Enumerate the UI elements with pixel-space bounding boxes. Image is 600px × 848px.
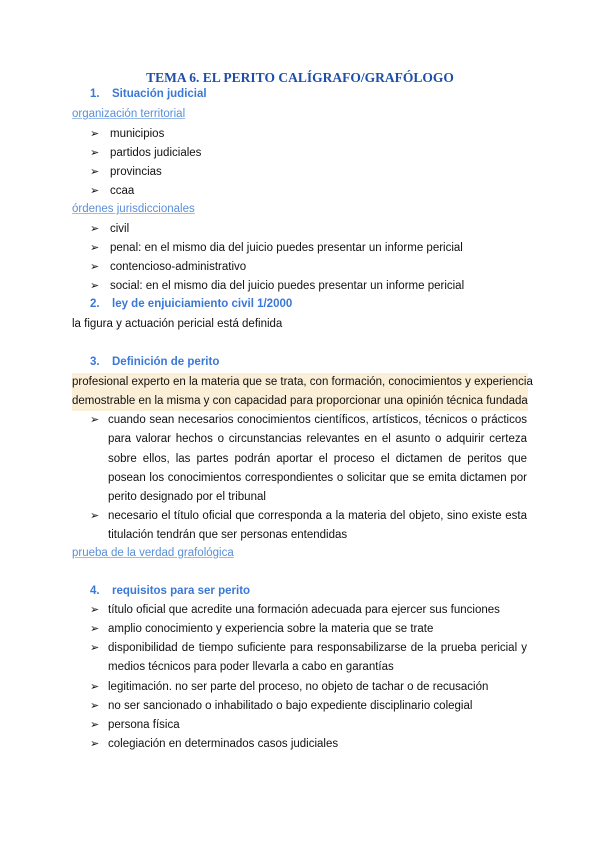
arrow-bullet-icon: ➢	[90, 642, 100, 654]
list-item-text: social: en el mismo dia del juicio puedes presentar un informe pericial	[110, 280, 465, 292]
list-item-text: cuando sean necesarios conocimientos científicos, artísticos, técnicos o prácticos para valorar hechos o circunstancias relevantes en el asunto o adquirir certeza sobre ellos, las partes podrán aportar el proceso el dictamen de peritos que posean los conocimientos correspondientes o solicitar que se emita dictamen por perito designado por el tribunal	[108, 414, 527, 504]
section-number: 4.	[90, 585, 100, 597]
section-4-heading	[90, 585, 250, 597]
list-item-text: ccaa	[110, 185, 135, 197]
section-title: Situación judicial	[112, 88, 207, 100]
list-item	[90, 165, 162, 178]
link-prueba-verdad-grafologica[interactable]: prueba de la verdad grafológica	[72, 547, 234, 559]
list-item-text: municipios	[110, 128, 165, 140]
section-1-heading	[90, 88, 207, 100]
arrow-bullet-icon: ➢	[90, 700, 100, 712]
list-item	[90, 735, 527, 754]
arrow-bullet-icon: ➢	[90, 261, 100, 273]
list-item	[90, 279, 464, 292]
list-item-text: partidos judiciales	[110, 147, 202, 159]
arrow-bullet-icon: ➢	[90, 719, 100, 731]
arrow-bullet-icon: ➢	[90, 604, 100, 616]
link-ordenes-jurisdiccionales[interactable]: órdenes jurisdiccionales	[72, 203, 195, 215]
list-item-text: no ser sancionado o inhabilitado o bajo expediente disciplinario colegial	[108, 700, 473, 712]
arrow-bullet-icon: ➢	[90, 623, 100, 635]
section-2-heading	[90, 298, 292, 310]
list-item	[90, 620, 527, 639]
page-title: TEMA 6. EL PERITO CALÍGRAFO/GRAFÓLOGO	[146, 70, 454, 85]
list-item-text: necesario el título oficial que corresponda a la materia del objeto, sino existe esta titulación tendrán que ser personas entendidas	[108, 510, 527, 542]
list-item	[90, 241, 463, 254]
list-item	[90, 184, 134, 197]
section-title: Definición de perito	[112, 356, 220, 368]
list-item-text: provincias	[110, 166, 162, 178]
definition-text: profesional experto en la materia que se trata, con formación, conocimientos y experiencia	[72, 376, 533, 388]
section-number: 1.	[90, 88, 100, 100]
arrow-bullet-icon: ➢	[90, 738, 100, 750]
list-item	[90, 411, 527, 507]
list-item	[90, 716, 527, 735]
arrow-bullet-icon: ➢	[90, 166, 100, 178]
list-item-text: colegiación en determinados casos judiciales	[108, 738, 339, 750]
link-organizacion-territorial[interactable]: organización territorial	[72, 108, 186, 120]
list-item	[90, 260, 246, 273]
list-item	[90, 678, 527, 697]
arrow-bullet-icon: ➢	[90, 242, 100, 254]
list-item	[90, 697, 527, 716]
highlighted-definition-line	[72, 373, 533, 392]
section-number: 2.	[90, 298, 100, 310]
list-item	[90, 222, 129, 235]
highlighted-definition-line	[72, 392, 528, 411]
list-item-text: civil	[110, 223, 130, 235]
list-item	[90, 601, 527, 620]
section-number: 3.	[90, 356, 100, 368]
section-3-heading	[90, 356, 219, 368]
arrow-bullet-icon: ➢	[90, 414, 100, 426]
paragraph: la figura y actuación pericial está definida	[72, 318, 283, 330]
list-item-text: persona física	[108, 719, 180, 731]
list-item	[90, 127, 164, 140]
definition-text: demostrable en la misma y con capacidad para proporcionar una opinión técnica fundada	[72, 395, 528, 407]
list-item	[90, 507, 527, 546]
arrow-bullet-icon: ➢	[90, 510, 100, 522]
list-item-text: título oficial que acredite una formación adecuada para ejercer sus funciones	[108, 604, 500, 616]
list-item	[90, 146, 201, 159]
list-item-text: contencioso-administrativo	[110, 261, 247, 273]
arrow-bullet-icon: ➢	[90, 223, 100, 235]
arrow-bullet-icon: ➢	[90, 681, 100, 693]
list-item-text: amplio conocimiento y experiencia sobre la materia que se trate	[108, 623, 434, 635]
list-item-text: penal: en el mismo dia del juicio puedes presentar un informe pericial	[110, 242, 463, 254]
arrow-bullet-icon: ➢	[90, 147, 100, 159]
section-title: requisitos para ser perito	[112, 585, 251, 597]
arrow-bullet-icon: ➢	[90, 280, 100, 292]
section-title: ley de enjuiciamiento civil 1/2000	[112, 298, 293, 310]
arrow-bullet-icon: ➢	[90, 128, 100, 140]
arrow-bullet-icon: ➢	[90, 185, 100, 197]
list-item	[90, 639, 527, 678]
list-item-text: disponibilidad de tiempo suficiente para responsabilizarse de la prueba pericial y medios técnicos para poder llevarla a cabo en garantías	[108, 642, 527, 674]
list-item-text: legitimación. no ser parte del proceso, no objeto de tachar o de recusación	[108, 681, 489, 693]
